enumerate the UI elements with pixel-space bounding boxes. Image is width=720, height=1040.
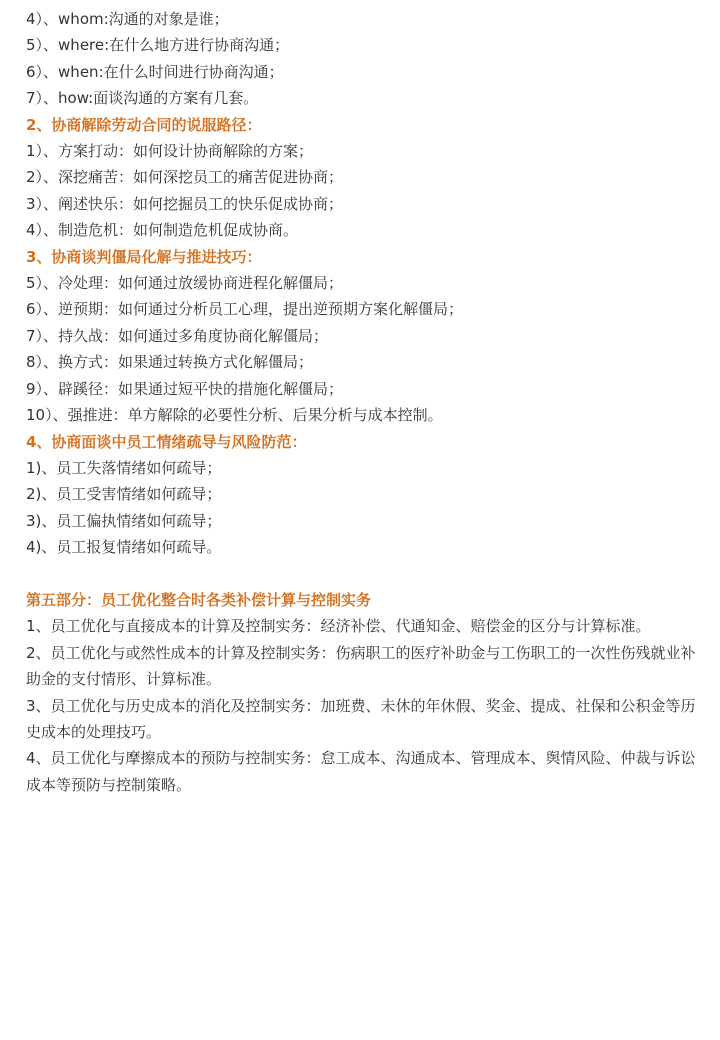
list-item: 5）、冷处理：如何通过放缓协商进程化解僵局； xyxy=(26,274,344,293)
list-item: 4)、员工报复情绪如何疏导。 xyxy=(26,538,222,557)
list-item: 1）、方案打动：如何设计协商解除的方案； xyxy=(26,142,314,161)
list-item: 10）、强推进：单方解除的必要性分析、后果分析与成本控制。 xyxy=(26,406,443,425)
list-item: 9）、辟蹊径：如果通过短平快的措施化解僵局； xyxy=(26,379,344,398)
list-item: 5）、where:在什么地方进行协商沟通； xyxy=(26,36,290,55)
list-item: 1)、员工失落情绪如何疏导； xyxy=(26,458,222,477)
list-item: 3）、阐述快乐：如何挖掘员工的快乐促成协商； xyxy=(26,194,344,213)
list-item: 6）、逆预期：如何通过分析员工心理，提出逆预期方案化解僵局； xyxy=(26,300,464,319)
part-5 xyxy=(26,587,698,798)
list-item: 6）、when:在什么时间进行协商沟通； xyxy=(26,62,284,81)
list-item: 1、员工优化与直接成本的计算及控制实务：经济补偿、代通知金、赔偿金的区分与计算标准。 xyxy=(26,617,651,636)
list-item: 2）、深挖痛苦：如何深挖员工的痛苦促进协商； xyxy=(26,168,344,187)
list-item: 4）、whom:沟通的对象是谁； xyxy=(26,10,229,28)
list-item: 8）、换方式：如果通过转换方式化解僵局； xyxy=(26,353,314,372)
part-heading: 第五部分：员工优化整合时各类补偿计算与控制实务 xyxy=(26,590,372,609)
section-heading: 4、协商面谈中员工情绪疏导与风险防范： xyxy=(26,432,307,451)
list-item: 2)、员工受害情绪如何疏导； xyxy=(26,485,222,504)
section-heading: 2、协商解除劳动合同的说服路径： xyxy=(26,115,262,134)
section-2 xyxy=(26,112,698,244)
list-item: 4）、制造危机：如何制造危机促成协商。 xyxy=(26,221,299,240)
list-item: 4、员工优化与摩擦成本的预防与控制实务：怠工成本、沟通成本、管理成本、舆情风险、仲裁与诉讼成本等预防与控制策略。 xyxy=(26,749,696,794)
list-item: 7）、持久战：如何通过多角度协商化解僵局； xyxy=(26,326,329,345)
section-divider-space xyxy=(26,561,698,587)
document-body xyxy=(26,6,698,798)
part4-list-a xyxy=(26,6,698,112)
list-item: 2、员工优化与或然性成本的计算及控制实务：伤病职工的医疗补助金与工伤职工的一次性伤残就业补助金的支付情形、计算标准。 xyxy=(26,643,696,689)
list-item: 3、员工优化与历史成本的消化及控制实务：加班费、未休的年休假、奖金、提成、社保和公积金等历史成本的处理技巧。 xyxy=(26,696,696,741)
section-heading: 3、协商谈判僵局化解与推进技巧： xyxy=(26,247,262,266)
list-item: 7）、how:面谈沟通的方案有几套。 xyxy=(26,89,259,108)
section-3 xyxy=(26,244,698,429)
list-item: 3)、员工偏执情绪如何疏导； xyxy=(26,511,222,530)
section-4 xyxy=(26,429,698,561)
